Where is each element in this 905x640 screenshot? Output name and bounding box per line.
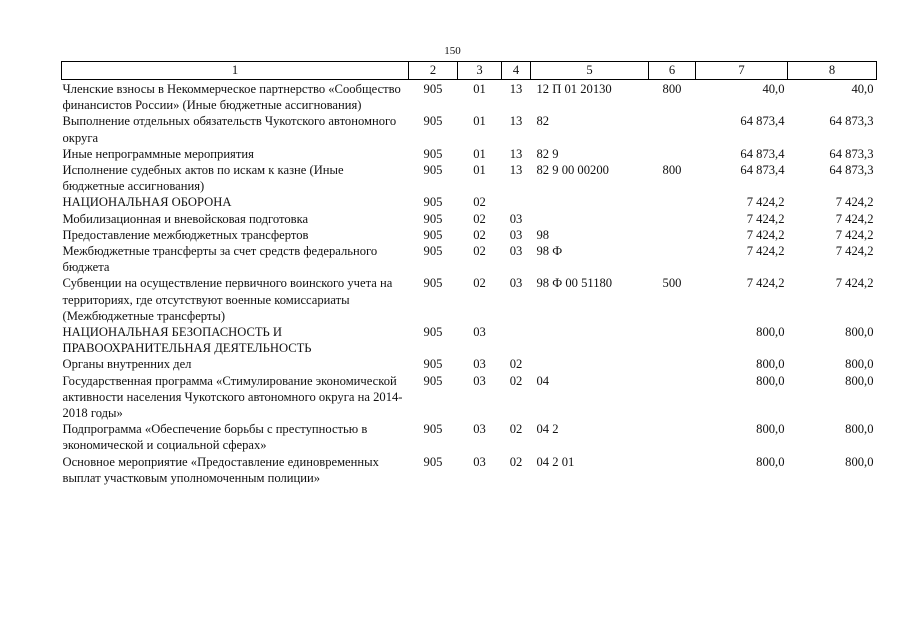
column-header: 7 bbox=[696, 62, 788, 80]
target-article-code: 82 9 00 00200 bbox=[536, 163, 609, 178]
amount-col8: 7 424,2 bbox=[835, 195, 874, 210]
amount-col8: 800,0 bbox=[845, 325, 874, 340]
expense-type-code bbox=[649, 356, 696, 372]
table-row bbox=[62, 227, 877, 243]
chapter-code: 905 bbox=[423, 357, 443, 372]
expense-type-code bbox=[649, 227, 696, 243]
chapter-code: 905 bbox=[423, 422, 443, 437]
expense-type-code bbox=[649, 113, 696, 145]
target-article-code bbox=[531, 356, 649, 372]
subsection-code: 03 bbox=[509, 276, 523, 291]
expense-type-code bbox=[649, 146, 696, 162]
subsection-code: 03 bbox=[509, 211, 523, 226]
row-name: Исполнение судебных актов по искам к казне (Иные бюджетные ассигнования) bbox=[62, 163, 344, 194]
expense-type-code bbox=[649, 243, 696, 275]
subsection-code: 02 bbox=[509, 373, 523, 388]
target-article-code: 04 2 01 bbox=[536, 454, 575, 469]
table-row bbox=[62, 243, 877, 275]
row-name: Подпрограмма «Обеспечение борьбы с преступностью в экономической и социальной сферах» bbox=[62, 422, 368, 453]
expense-type-code bbox=[649, 421, 696, 453]
target-article-code: 98 bbox=[536, 227, 550, 242]
column-header: 2 bbox=[409, 62, 458, 80]
amount-col7: 64 873,4 bbox=[740, 146, 785, 161]
amount-col7: 7 424,2 bbox=[746, 211, 785, 226]
target-article-code: 98 Ф 00 51180 bbox=[536, 276, 613, 291]
target-article-code bbox=[531, 211, 649, 227]
chapter-code: 905 bbox=[423, 325, 443, 340]
section-code: 03 bbox=[473, 454, 486, 469]
chapter-code: 905 bbox=[423, 454, 443, 469]
amount-col7: 7 424,2 bbox=[746, 244, 785, 259]
section-code: 01 bbox=[473, 146, 486, 161]
chapter-code: 905 bbox=[423, 163, 443, 178]
amount-col7: 40,0 bbox=[762, 82, 785, 96]
subsection-code: 03 bbox=[509, 244, 523, 259]
subsection-code: 02 bbox=[509, 357, 523, 372]
amount-col7: 800,0 bbox=[756, 422, 785, 437]
section-code: 02 bbox=[473, 244, 486, 259]
section-code: 01 bbox=[473, 82, 486, 96]
target-article-code bbox=[531, 194, 649, 210]
target-article-code bbox=[531, 324, 649, 356]
column-header: 4 bbox=[502, 62, 531, 80]
section-code: 03 bbox=[473, 373, 486, 388]
section-code: 02 bbox=[473, 227, 486, 242]
amount-col8: 40,0 bbox=[851, 82, 874, 96]
row-name: Основное мероприятие «Предоставление единовременных выплат участковым уполномоченным полиции» bbox=[62, 454, 379, 485]
table-row bbox=[62, 194, 877, 210]
expense-type-code bbox=[649, 373, 696, 422]
amount-col7: 800,0 bbox=[756, 373, 785, 388]
column-header: 8 bbox=[788, 62, 877, 80]
column-header: 3 bbox=[458, 62, 502, 80]
table-row bbox=[62, 162, 877, 194]
amount-col7: 7 424,2 bbox=[746, 276, 785, 291]
section-code: 02 bbox=[473, 195, 486, 210]
chapter-code: 905 bbox=[423, 195, 443, 210]
subsection-code: 02 bbox=[509, 454, 523, 469]
chapter-code: 905 bbox=[423, 146, 443, 161]
budget-table bbox=[61, 61, 877, 486]
target-article-code: 98 Ф bbox=[536, 244, 563, 259]
expense-type-code bbox=[649, 211, 696, 227]
amount-col7: 64 873,4 bbox=[740, 163, 785, 178]
chapter-code: 905 bbox=[423, 373, 443, 388]
amount-col7: 800,0 bbox=[756, 357, 785, 372]
target-article-code: 04 2 bbox=[536, 422, 559, 437]
table-row bbox=[62, 421, 877, 453]
table-row bbox=[62, 113, 877, 145]
table-row bbox=[62, 324, 877, 356]
subsection-code: 03 bbox=[509, 227, 523, 242]
expense-type-code: 800 bbox=[662, 163, 682, 178]
section-code: 02 bbox=[473, 276, 486, 291]
chapter-code: 905 bbox=[423, 82, 443, 96]
column-header: 6 bbox=[649, 62, 696, 80]
row-name: Мобилизационная и вневойсковая подготовка bbox=[62, 211, 309, 226]
chapter-code: 905 bbox=[423, 227, 443, 242]
row-name: Межбюджетные трансферты за счет средств федерального бюджета bbox=[62, 244, 378, 275]
amount-col8: 800,0 bbox=[845, 454, 874, 469]
row-name: Членские взносы в Некоммерческое партнерство «Сообщество финансистов России» (Иные бюджетные ассигнования) bbox=[62, 82, 401, 113]
target-article-code: 04 bbox=[536, 373, 550, 388]
page-number: 150 bbox=[444, 45, 461, 57]
chapter-code: 905 bbox=[423, 114, 443, 129]
subsection-code: 13 bbox=[509, 163, 523, 178]
amount-col8: 800,0 bbox=[845, 357, 874, 372]
chapter-code: 905 bbox=[423, 211, 443, 226]
section-code: 01 bbox=[473, 163, 486, 178]
amount-col8: 64 873,3 bbox=[829, 114, 874, 129]
section-code: 01 bbox=[473, 114, 486, 129]
row-name: Выполнение отдельных обязательств Чукотского автономного округа bbox=[62, 114, 397, 145]
amount-col7: 800,0 bbox=[756, 454, 785, 469]
table-row bbox=[62, 454, 877, 486]
amount-col7: 7 424,2 bbox=[746, 227, 785, 242]
subsection-code: 13 bbox=[509, 82, 523, 96]
chapter-code: 905 bbox=[423, 244, 443, 259]
table-row bbox=[62, 275, 877, 324]
amount-col8: 64 873,3 bbox=[829, 146, 874, 161]
amount-col8: 64 873,3 bbox=[829, 163, 874, 178]
table-row bbox=[62, 356, 877, 372]
section-code: 02 bbox=[473, 211, 486, 226]
expense-type-code: 800 bbox=[662, 82, 682, 96]
expense-type-code bbox=[649, 324, 696, 356]
amount-col7: 64 873,4 bbox=[740, 114, 785, 129]
row-name: Иные непрограммные мероприятия bbox=[62, 146, 254, 161]
column-header: 1 bbox=[62, 62, 409, 80]
target-article-code: 12 П 01 20130 bbox=[536, 82, 612, 96]
target-article-code: 82 bbox=[536, 114, 550, 129]
subsection-code bbox=[502, 194, 531, 210]
subsection-code: 13 bbox=[509, 114, 523, 129]
row-name: Предоставление межбюджетных трансфертов bbox=[62, 227, 309, 242]
subsection-code: 13 bbox=[509, 146, 523, 161]
row-name: Государственная программа «Стимулирование экономической активности населения Чукотского автономного округа на 2014-2018 годы» bbox=[62, 373, 403, 421]
table-row bbox=[62, 146, 877, 162]
table-row bbox=[62, 80, 877, 114]
amount-col8: 800,0 bbox=[845, 373, 874, 388]
column-header: 5 bbox=[531, 62, 649, 80]
amount-col8: 800,0 bbox=[845, 422, 874, 437]
subsection-code bbox=[502, 324, 531, 356]
row-name: Субвенции на осуществление первичного воинского учета на территориях, где отсутствуют военные комиссариаты (Межбюджетные трансферты) bbox=[62, 276, 393, 323]
row-name: НАЦИОНАЛЬНАЯ БЕЗОПАСНОСТЬ И ПРАВООХРАНИТЕЛЬНАЯ ДЕЯТЕЛЬНОСТЬ bbox=[62, 325, 312, 356]
table-row bbox=[62, 373, 877, 422]
amount-col8: 7 424,2 bbox=[835, 227, 874, 242]
table-row bbox=[62, 211, 877, 227]
target-article-code: 82 9 bbox=[536, 146, 559, 161]
section-code: 03 bbox=[473, 422, 486, 437]
amount-col7: 7 424,2 bbox=[746, 195, 785, 210]
header-row bbox=[62, 62, 877, 80]
expense-type-code: 500 bbox=[662, 276, 682, 291]
subsection-code: 02 bbox=[509, 422, 523, 437]
expense-type-code bbox=[649, 194, 696, 210]
row-name: Органы внутренних дел bbox=[62, 357, 192, 372]
amount-col8: 7 424,2 bbox=[835, 276, 874, 291]
amount-col8: 7 424,2 bbox=[835, 244, 874, 259]
section-code: 03 bbox=[473, 357, 486, 372]
section-code: 03 bbox=[473, 325, 486, 340]
chapter-code: 905 bbox=[423, 276, 443, 291]
amount-col7: 800,0 bbox=[756, 325, 785, 340]
expense-type-code bbox=[649, 454, 696, 486]
row-name: НАЦИОНАЛЬНАЯ ОБОРОНА bbox=[62, 195, 232, 210]
amount-col8: 7 424,2 bbox=[835, 211, 874, 226]
